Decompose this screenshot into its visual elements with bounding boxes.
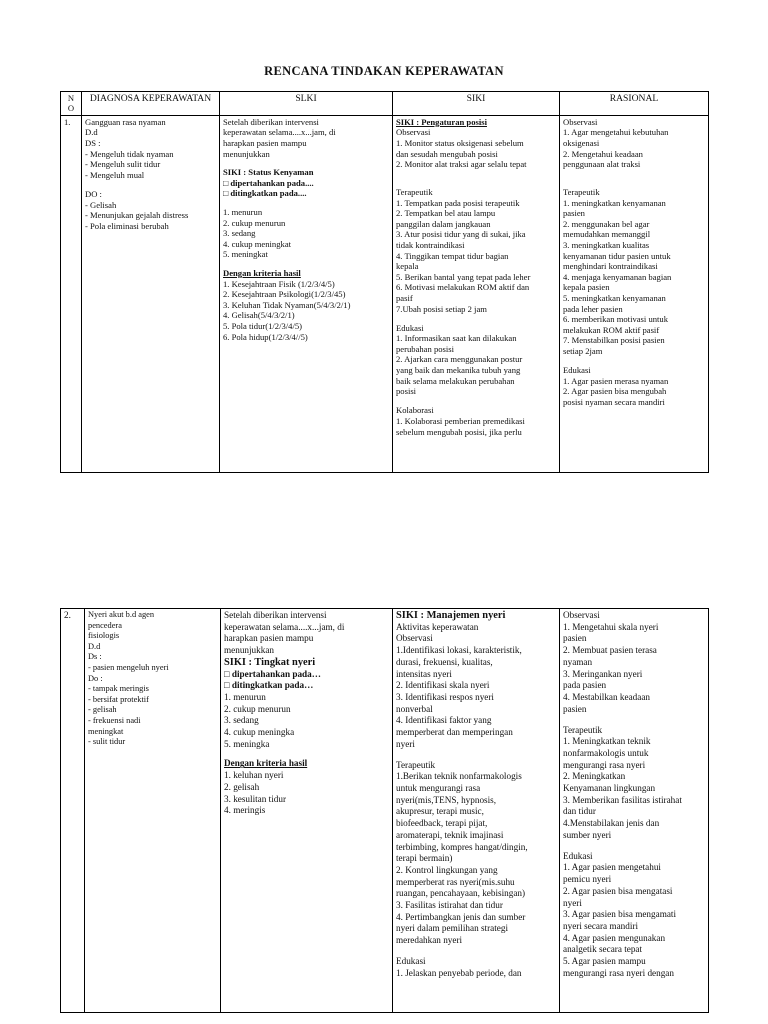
text-line: harapkan pasien mampu: [224, 633, 314, 644]
row-number: 2.: [61, 609, 85, 1013]
text-line: 1. Meningkatkan teknik: [563, 736, 651, 747]
text-line: 2. gelisah: [224, 781, 260, 792]
text-line: 1. Agar pasien merasa nyaman: [563, 375, 669, 386]
text-line: Kolaborasi: [396, 405, 434, 416]
text-line: 5. meningkatkan kenyamanan: [563, 292, 666, 303]
text-line: 1. Agar pasien mengetahui: [563, 862, 661, 873]
text-line: - Pola eliminasi berubah: [85, 220, 169, 231]
text-line: 2. Membuat pasien terasa: [563, 645, 657, 656]
text-line: 1. Kesejahtraan Fisik (1/2/3/4/5): [223, 278, 335, 289]
text-line: 1. Jelaskan penyebab periode, dan: [396, 967, 522, 978]
text-line: Terapeutik: [396, 759, 436, 770]
text-line: terbimbing, kompres hangat/dingin,: [396, 841, 528, 852]
text-line: 3. kesulitan tidur: [224, 793, 287, 804]
text-line: [563, 356, 705, 365]
text-line: 5. meningka: [224, 738, 270, 749]
text-line: kepala: [396, 261, 419, 272]
text-line: 5. meningkat: [223, 249, 268, 260]
text-line: Do :: [88, 673, 103, 683]
text-line: 2. Monitor alat traksi agar selalu tepat: [396, 159, 527, 170]
text-line: 2. menggunakan bel agar: [563, 218, 650, 229]
header-slki: SLKI: [220, 92, 393, 116]
text-line: fisiologis: [88, 631, 120, 641]
text-line: kenyamanan tidur pasien untuk: [563, 250, 671, 261]
text-line: pencedera: [88, 620, 122, 630]
text-line: [396, 397, 556, 406]
text-line: pasif: [396, 292, 413, 303]
diagnosa-cell: [82, 115, 220, 472]
text-line: 4. Identifikasi faktor yang: [396, 715, 492, 726]
text-line: keperawatan selama....x...jam, di: [223, 127, 336, 138]
text-line: Observasi: [563, 116, 598, 127]
text-line: 1. menurun: [223, 206, 263, 217]
text-line: 3. Identifikasi respos nyeri: [396, 691, 494, 702]
diagnosa-cell: [85, 609, 221, 1013]
text-line: pasien: [563, 208, 585, 219]
text-line: 4. Tinggikan tempat tidur bagian: [396, 250, 509, 261]
text-line: 4. Pertimbangkan jenis dan sumber: [396, 911, 526, 922]
slki-cell: [221, 609, 393, 1013]
text-line: nyeri dalam pemilihan strategi: [396, 923, 508, 934]
text-line: Setelah diberikan intervensi: [224, 610, 327, 620]
text-line: 6. memberikan motivasi untuk: [563, 314, 669, 325]
siki-cell: [393, 609, 560, 1013]
text-line: [563, 715, 705, 724]
header-no: N O: [61, 92, 82, 116]
text-line: pasien: [563, 633, 587, 644]
text-line: kepala pasien: [563, 282, 610, 293]
text-line: 1.Identifikasi lokasi, karakteristik,: [396, 645, 522, 656]
text-line: D.d: [88, 641, 101, 651]
text-line: 4. Gelisah(5/4/3/2/1): [223, 310, 295, 321]
text-line: nyaman: [563, 656, 593, 667]
text-line: durasi, frekuensi, kualitas,: [396, 656, 493, 667]
text-line: 2. Mengetahui keadaan: [563, 148, 643, 159]
text-line: 2. Kontrol lingkungan yang: [396, 864, 498, 875]
text-line: 4. Agar pasien mengunakan: [563, 932, 666, 943]
text-line: nonfarmakologis untuk: [563, 747, 649, 758]
text-line: 3. Memberikan fasilitas istirahat: [563, 794, 682, 805]
text-line: 2. cukup menurun: [223, 217, 286, 228]
text-line: [396, 314, 556, 323]
text-line: [563, 170, 705, 179]
text-line: yang baik dan mekanika tubuh yang: [396, 365, 521, 376]
slki-status-heading: SIKI : Status Kenyaman: [223, 167, 314, 178]
text-line: meredahkan nyeri: [396, 935, 463, 946]
text-line: 1. Informasikan saat kan dilakukan: [396, 333, 517, 344]
text-line: dan tidur: [563, 806, 596, 817]
text-line: memperberat dan memperingan: [396, 727, 513, 738]
table-header-row: [61, 92, 709, 116]
text-line: pemicu nyeri: [563, 874, 612, 885]
slki-cell: [220, 115, 393, 472]
text-line: terapi bermain): [396, 853, 453, 864]
text-line: panggilan dalam jangkauan: [396, 218, 491, 229]
text-line: Edukasi: [396, 956, 426, 967]
text-line: Edukasi: [396, 322, 424, 333]
text-line: memudahkan memanggil: [563, 229, 651, 240]
text-line: 2. Ajarkan cara menggunakan postur: [396, 354, 523, 365]
text-line: pasien: [563, 703, 587, 714]
text-line: menunjukkan: [224, 645, 275, 656]
text-line: untuk mengurangi rasa: [396, 783, 481, 794]
text-line: tidak kontraindikasi: [396, 239, 465, 250]
header-siki: SIKI: [393, 92, 560, 116]
text-line: 3. Meringankan nyeri: [563, 668, 643, 679]
text-line: nyeri secara mandiri: [563, 920, 638, 931]
text-line: - Gelisah: [85, 199, 117, 210]
rasional-cell: [560, 115, 709, 472]
text-line: Setelah diberikan intervensi: [223, 116, 319, 127]
text-line: perubahan posisi: [396, 343, 454, 354]
text-line: Observasi: [563, 610, 600, 620]
text-line: nyeri(mis,TENS, hypnosis,: [396, 794, 497, 805]
text-line: 1. Agar mengetahui kebutuhan: [563, 127, 669, 138]
text-line: 1. Mengetahui skala nyeri: [563, 621, 659, 632]
text-line: 4. meringis: [224, 805, 266, 816]
text-line: 4.Menstabilakan jenis dan: [563, 818, 660, 829]
text-line: memperberat ras nyeri(mis.suhu: [396, 876, 515, 887]
text-line: 1. menurun: [224, 691, 266, 702]
rasional-cell: [560, 609, 709, 1013]
text-line: posisi: [396, 386, 417, 397]
text-line: 2. Identifikasi skala nyeri: [396, 680, 490, 691]
text-line: 4. cukup meningkat: [223, 238, 292, 249]
text-line: 2. Kesejahtraan Psikologi(1/2/3/45): [223, 289, 346, 300]
text-line: 5. Pola tidur(1/2/3/4/5): [223, 320, 303, 331]
text-line: Nyeri akut b.d agen: [88, 610, 155, 619]
text-line: □ dipertahankan pada…: [224, 668, 321, 679]
text-line: 3. Fasilitas istirahat dan tidur: [396, 900, 503, 911]
text-line: baik selama melakukan perubahan: [396, 375, 515, 386]
text-line: 3. meningkatkan kualitas: [563, 239, 650, 250]
text-line: aromaterapi, teknik imajinasi: [396, 829, 504, 840]
text-line: DO :: [85, 188, 102, 199]
text-line: 1. Kolaborasi pemberian premedikasi: [396, 416, 525, 427]
text-line: [563, 842, 705, 851]
text-line: 3. sedang: [224, 715, 259, 726]
table-row: [61, 115, 709, 472]
text-line: 1. keluhan nyeri: [224, 770, 284, 781]
text-line: 3. Atur posisi tidur yang di sukai, jika: [396, 229, 526, 240]
text-line: □ ditingkatkan pada…: [224, 680, 314, 691]
text-line: Aktivitas keperawatan: [396, 621, 479, 632]
care-plan-table-1: [60, 91, 709, 473]
text-line: biofeedback, terapi pijat,: [396, 818, 488, 829]
text-line: ruangan, pencahayaan, kebisingan): [396, 888, 526, 899]
text-line: pada pasien: [563, 680, 607, 691]
text-line: 2. Tempatkan bel atau lampu: [396, 208, 496, 219]
text-line: oksigenasi: [563, 138, 600, 148]
text-line: □ ditingkatkan pada....: [223, 188, 307, 199]
text-line: nyeri: [563, 897, 582, 908]
text-line: sumber nyeri: [563, 829, 612, 840]
text-line: DS :: [85, 138, 101, 148]
text-line: [563, 178, 705, 187]
text-line: 1. meningkatkan kenyamanan: [563, 197, 666, 208]
table-row: [61, 609, 709, 1013]
text-line: [396, 947, 556, 956]
text-line: mengurangi rasa nyeri: [563, 759, 646, 770]
text-line: keperawatan selama....x...jam, di: [224, 621, 345, 632]
text-line: 4. cukup meningka: [224, 727, 295, 738]
text-line: meningkat: [88, 726, 124, 736]
text-line: posisi nyaman secara mandiri: [563, 396, 665, 407]
text-line: Observasi: [396, 127, 431, 138]
text-line: [85, 180, 216, 189]
text-line: Observasi: [396, 633, 433, 644]
text-line: 2. Meningkatkan: [563, 771, 626, 782]
text-line: Terapeutik: [563, 724, 603, 735]
text-line: setiap 2jam: [563, 345, 603, 356]
text-line: mengurangi rasa nyeri dengan: [563, 967, 674, 978]
text-line: 6. Pola hidup(1/2/3/4//5): [223, 331, 308, 342]
text-line: 1. Tempatkan pada posisi terapeutik: [396, 197, 520, 208]
text-line: - Mengeluh mual: [85, 169, 145, 180]
care-plan-table-2: [60, 608, 709, 1013]
text-line: [396, 178, 556, 187]
text-line: - tampak meringis: [88, 684, 149, 694]
text-line: [396, 170, 556, 179]
text-line: 7. Menstabilkan posisi pasien: [563, 335, 665, 346]
slki-tingkat-heading: SIKI : Tingkat nyeri: [224, 656, 316, 668]
text-line: intensitas nyeri: [396, 668, 452, 679]
text-line: 3. sedang: [223, 228, 256, 239]
text-line: Terapeutik: [563, 186, 600, 197]
text-line: Kenyamanan lingkungan: [563, 783, 656, 794]
siki-cell: [393, 115, 560, 472]
text-line: penggunaan alat traksi: [563, 159, 641, 170]
text-line: [396, 750, 556, 759]
text-line: - bersifat protektif: [88, 694, 149, 704]
kriteria-heading: Dengan kriteria hasil: [224, 758, 308, 769]
text-line: 3. Keluhan Tidak Nyaman(5/4/3/2/1): [223, 299, 351, 310]
row-number: 1.: [61, 115, 82, 472]
text-line: 4. menjaga kenyamanan bagian: [563, 271, 672, 282]
text-line: - Mengeluh tidak nyaman: [85, 148, 174, 159]
text-line: menghindari kontraindikasi: [563, 261, 658, 272]
text-line: 1. Monitor status oksigenasi sebelum: [396, 138, 524, 148]
text-line: 1.Berikan teknik nonfarmakologis: [396, 771, 522, 782]
document-title: RENCANA TINDAKAN KEPERAWATAN: [264, 64, 504, 78]
text-line: analgetik secara tepat: [563, 944, 643, 955]
text-line: □ dipertahankan pada....: [223, 177, 314, 188]
text-line: D.d: [85, 127, 98, 138]
text-line: - Mengeluh sulit tidur: [85, 159, 161, 170]
text-line: 2. Agar pasien bisa mengatasi: [563, 885, 673, 896]
text-line: akupresur, terapi music,: [396, 806, 484, 817]
siki-heading: SIKI : Manajemen nyeri: [396, 610, 506, 621]
text-line: pada leher pasien: [563, 303, 623, 314]
text-line: Terapeutik: [396, 186, 433, 197]
text-line: 2. Agar pasien bisa mengubah: [563, 386, 667, 397]
text-line: Gangguan rasa nyaman: [85, 116, 166, 127]
text-line: 7.Ubah posisi setiap 2 jam: [396, 303, 487, 314]
text-line: nyeri: [396, 738, 415, 749]
text-line: - pasien mengeluh nyeri: [88, 662, 169, 672]
text-line: 3. Agar pasien bisa mengamati: [563, 909, 677, 920]
text-line: melakukan ROM aktif pasif: [563, 324, 660, 335]
text-line: Edukasi: [563, 365, 591, 376]
text-line: menunjukkan: [223, 148, 270, 159]
text-line: 5. Agar pasien mampu: [563, 956, 646, 967]
text-line: 2. cukup menurun: [224, 703, 291, 714]
text-line: - frekuensi nadi: [88, 715, 141, 725]
text-line: dan sesudah mengubah posisi: [396, 148, 498, 159]
text-line: 6. Motivasi melakukan ROM aktif dan: [396, 282, 530, 293]
text-line: - gelisah: [88, 705, 117, 715]
text-line: Edukasi: [563, 850, 593, 861]
text-line: Ds :: [88, 652, 102, 662]
text-line: - sulit tidur: [88, 737, 126, 747]
text-line: - Menunjukan gejalah distress: [85, 210, 189, 221]
siki-heading: SIKI : Pengaturan posisi: [396, 116, 487, 127]
header-rasional: RASIONAL: [560, 92, 709, 116]
text-line: harapkan pasien mampu: [223, 138, 307, 148]
text-line: sebelum mengubah posisi, jika perlu: [396, 426, 522, 437]
text-line: 4. Mestabilkan keadaan: [563, 691, 650, 702]
text-line: 5. Berikan bantal yang tepat pada leher: [396, 271, 531, 282]
header-diagnosa: DIAGNOSA KEPERAWATAN: [82, 92, 220, 116]
text-line: nonverbal: [396, 703, 433, 714]
kriteria-heading: Dengan kriteria hasil: [223, 267, 301, 278]
